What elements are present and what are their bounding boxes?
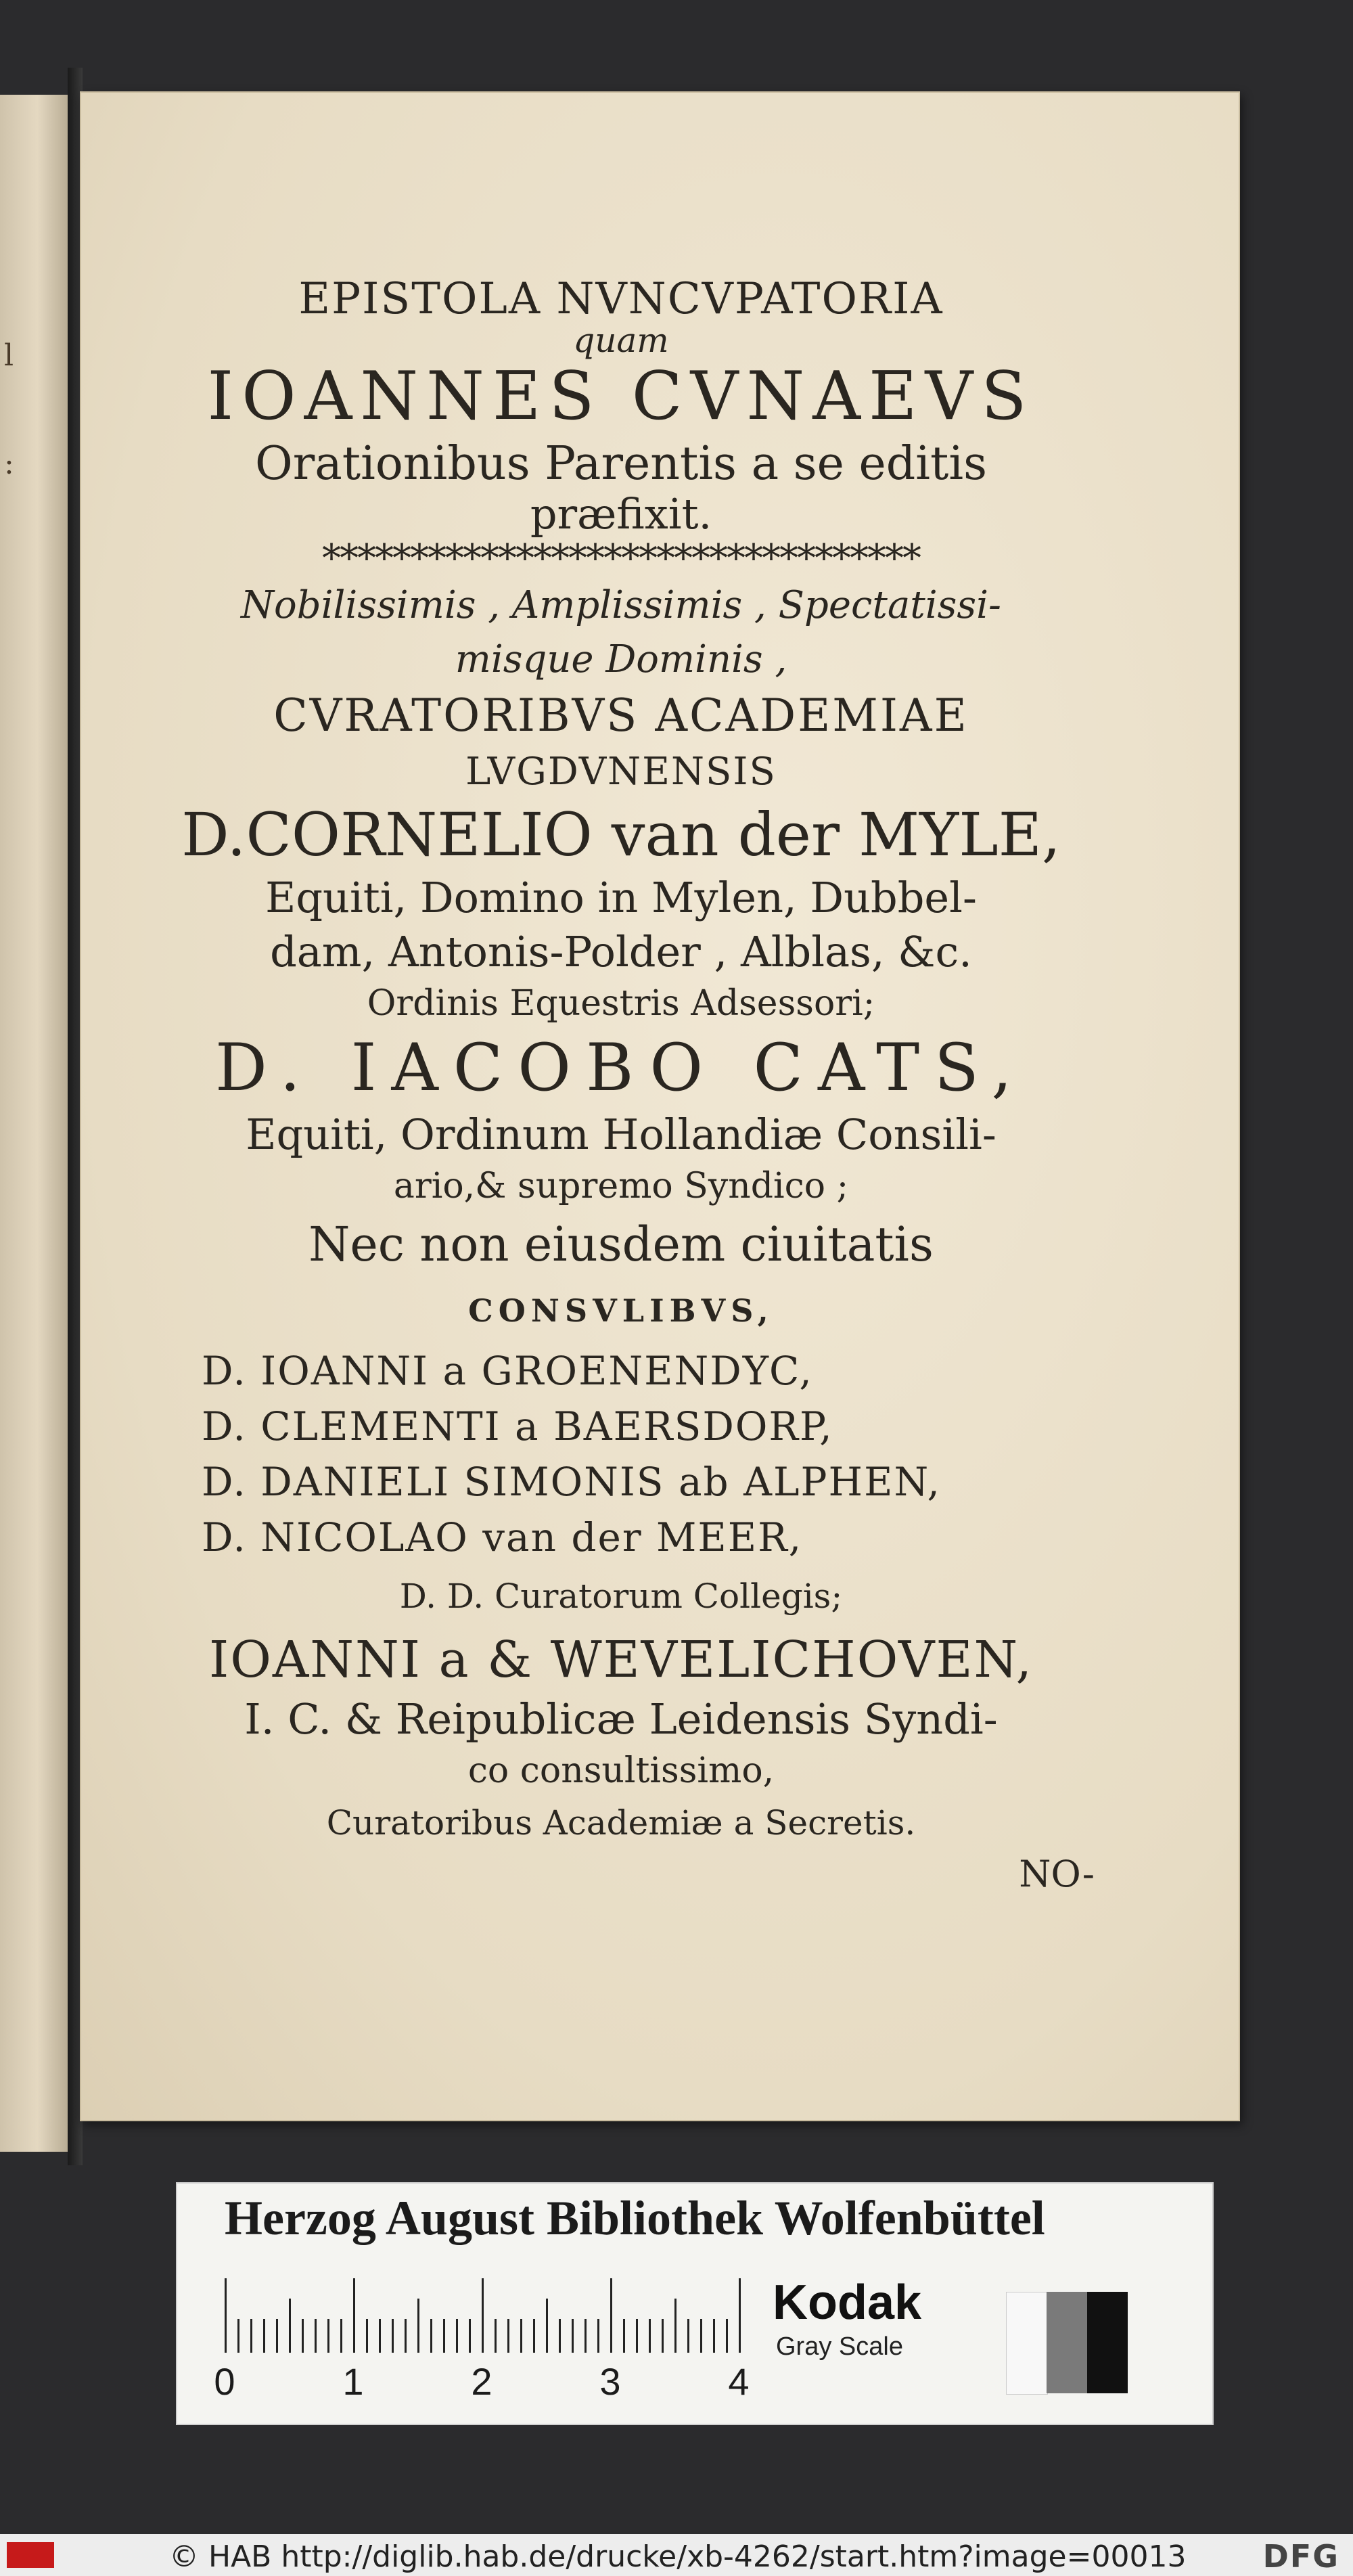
source-url[interactable]: © HAB http://diglib.hab.de/drucke/xb-4262/start.htm?image=00013	[169, 2539, 1187, 2574]
dedicatee-title: I. C. & Reipublicæ Leidensis Syndi-	[244, 1694, 998, 1744]
ruler-tick	[405, 2319, 407, 2353]
dedication-line: Nobilissimis , Amplissimis , Spectatissi-	[241, 583, 1001, 627]
ruler-tick	[584, 2319, 587, 2353]
ruler-tick	[327, 2319, 329, 2353]
dedicatee-name: D. IACOBO CATS,	[215, 1030, 1027, 1106]
gray-scale-caption: Gray Scale	[776, 2332, 903, 2361]
ruler-number: 3	[599, 2360, 621, 2403]
ruler-tick	[430, 2319, 432, 2353]
dedicatee-title: dam, Antonis-Polder , Alblas, &c.	[270, 927, 972, 976]
dedicatee-name: IOANNI a & WEVELICHOVEN,	[208, 1631, 1034, 1689]
curators-heading: CVRATORIBVS ACADEMIAE	[273, 690, 969, 742]
ruler-tick	[250, 2319, 252, 2353]
consuls-heading: CONSVLIBVS,	[468, 1292, 774, 1329]
library-name: Herzog August Bibliothek Wolfenbüttel	[225, 2191, 1045, 2245]
consul-name: D. NICOLAO van der MEER,	[202, 1514, 803, 1560]
curators-heading: LVGDVNENSIS	[465, 750, 777, 794]
ruler-tick	[662, 2319, 664, 2353]
consul-name: D. DANIELI SIMONIS ab ALPHEN,	[202, 1459, 941, 1505]
ornament-asterisks: **********************************	[322, 539, 920, 579]
ruler-tick	[315, 2319, 317, 2353]
ruler-tick	[237, 2319, 239, 2353]
dedicatee-title: Equiti, Ordinum Hollandiæ Consili-	[246, 1110, 996, 1159]
facing-page-mark: l	[4, 338, 14, 373]
consul-name: D. CLEMENTI a BAERSDORP,	[202, 1403, 833, 1449]
ruler-tick	[649, 2319, 651, 2353]
ruler-number: 4	[728, 2360, 750, 2403]
facing-page-mark: :	[4, 447, 14, 481]
dedicatee-name: D.CORNELIO van der MYLE,	[181, 800, 1061, 869]
ruler-tick	[469, 2319, 471, 2353]
consul-name: D. IOANNI a GROENENDYC,	[202, 1348, 813, 1394]
text-line: Nec non eiusdem ciuitatis	[308, 1217, 934, 1272]
ruler-number: 0	[214, 2360, 235, 2403]
page-text	[147, 274, 1095, 1898]
ruler-tick	[533, 2319, 535, 2353]
heading-epistola: EPISTOLA NVNCVPATORIA	[298, 274, 944, 324]
ruler-tick	[495, 2319, 497, 2353]
ruler-tick	[366, 2319, 368, 2353]
word-quam: quam	[573, 321, 669, 360]
hab-logo-icon	[7, 2542, 54, 2568]
consul-list	[147, 1343, 1095, 1565]
ruler-number: 2	[471, 2360, 492, 2403]
ruler-tick	[546, 2299, 548, 2353]
author-name: IOANNES CVNAEVS	[207, 358, 1035, 435]
ruler-tick	[507, 2319, 509, 2353]
ruler-tick	[636, 2319, 638, 2353]
dedicatee-title: Ordinis Equestris Adsessori;	[367, 983, 875, 1024]
ruler-tick	[417, 2299, 419, 2353]
gray-swatch-white	[1006, 2292, 1048, 2395]
ruler-tick	[597, 2319, 599, 2353]
library-color-scale-label	[176, 2182, 1214, 2425]
ruler-tick	[520, 2319, 522, 2353]
facing-page-edge	[0, 95, 68, 2152]
ruler-tick	[713, 2319, 715, 2353]
ruler-tick	[739, 2278, 741, 2353]
ruler-tick	[276, 2319, 278, 2353]
ruler-tick	[610, 2278, 612, 2353]
text-line: D. D. Curatorum Collegis;	[399, 1577, 843, 1616]
ruler-tick	[302, 2319, 304, 2353]
subtitle-line: Orationibus Parentis a se editis	[255, 437, 987, 491]
ruler-tick	[482, 2278, 484, 2353]
ruler-number: 1	[342, 2360, 364, 2403]
footer-bar	[0, 2534, 1353, 2576]
dedicatee-title: co consultissimo,	[467, 1750, 775, 1791]
ruler-tick	[289, 2299, 291, 2353]
ruler-tick	[443, 2319, 445, 2353]
ruler-tick	[700, 2319, 702, 2353]
ruler-tick	[687, 2319, 689, 2353]
ruler-tick	[572, 2319, 574, 2353]
dedicatee-title: ario,& supremo Syndico ;	[393, 1166, 849, 1206]
ruler-tick	[392, 2319, 394, 2353]
subtitle-line: præfixit.	[530, 489, 712, 539]
dedication-line: misque Dominis ,	[455, 637, 787, 681]
text-line: Curatoribus Academiæ a Secretis.	[326, 1803, 916, 1843]
ruler-tick	[263, 2319, 265, 2353]
gray-swatch-mid	[1047, 2292, 1087, 2393]
ruler-tick	[726, 2319, 728, 2353]
ruler-tick	[674, 2299, 676, 2353]
dedicatee-title: Equiti, Domino in Mylen, Dubbel-	[265, 873, 977, 922]
book-page	[80, 91, 1240, 2121]
dfg-logo: DFG	[1262, 2538, 1339, 2575]
ruler-tick	[353, 2278, 355, 2353]
ruler-tick	[559, 2319, 561, 2353]
ruler-tick	[623, 2319, 625, 2353]
kodak-logo: Kodak	[773, 2276, 922, 2330]
ruler-tick	[225, 2278, 227, 2353]
ruler-tick	[340, 2319, 342, 2353]
ruler-tick	[379, 2319, 381, 2353]
gray-swatch-black	[1087, 2292, 1128, 2393]
catchword: NO-	[1019, 1853, 1095, 1895]
ruler-tick	[456, 2319, 458, 2353]
